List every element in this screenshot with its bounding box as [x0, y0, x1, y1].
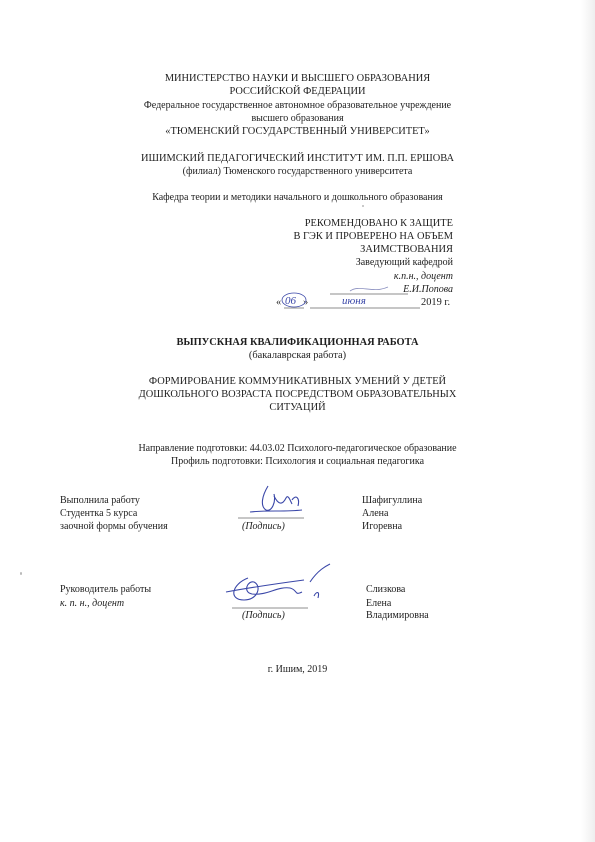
head-of-department-name: Е.И.Попова: [403, 284, 453, 295]
scan-speck: [362, 205, 364, 207]
direction-of-study: Направление подготовки: 44.03.02 Психолого-педагогическое образование: [138, 443, 457, 454]
work-type: ВЫПУСКНАЯ КВАЛИФИКАЦИОННАЯ РАБОТА: [176, 337, 419, 348]
work-title-line-1: ФОРМИРОВАНИЕ КОММУНИКАТИВНЫХ УМЕНИЙ У ДЕТЕЙ: [148, 376, 447, 387]
approval-line-3: ЗАИМСТВОВАНИЯ: [360, 244, 453, 255]
date-close-quote: »: [303, 297, 309, 308]
institution-line-2: высшего образования: [251, 113, 344, 124]
study-profile: Профиль подготовки: Психология и социальная педагогика: [170, 456, 425, 467]
student-patronymic: Игоревна: [362, 521, 403, 532]
head-of-department-title: Заведующий кафедрой: [355, 257, 453, 268]
date-month: июня: [342, 295, 366, 307]
approval-line-2: В ГЭК И ПРОВЕРЕНО НА ОБЪЕМ: [293, 231, 453, 242]
head-of-department-degree: к.п.н., доцент: [393, 271, 453, 282]
student-label-line-1: Выполнила работу: [60, 495, 140, 506]
supervisor-name: Елена: [366, 598, 392, 609]
student-name: Алена: [362, 508, 389, 519]
supervisor-label-line-2: к. п. н., доцент: [60, 598, 125, 609]
supervisor-label-line-1: Руководитель работы: [60, 584, 152, 595]
supervisor-signature-caption: (Подпись): [242, 610, 285, 621]
student-surname: Шафигуллина: [362, 495, 423, 506]
institution-line-1: Федеральное государственное автономное образовательное учреждение: [143, 100, 452, 111]
supervisor-signature: [218, 562, 338, 612]
student-label-line-2: Студентка 5 курса: [60, 508, 138, 519]
ministry-line-1: МИНИСТЕРСТВО НАУКИ И ВЫСШЕГО ОБРАЗОВАНИЯ: [164, 73, 431, 84]
date-day-ink-loop: [282, 293, 309, 308]
date-year: 2019 г.: [421, 297, 451, 308]
work-subtype: (бакалаврская работа): [248, 350, 347, 361]
student-signature: [232, 482, 312, 522]
date-underline: [280, 290, 420, 312]
work-title-line-3: СИТУАЦИЙ: [269, 402, 326, 413]
university-name: «ТЮМЕНСКИЙ ГОСУДАРСТВЕННЫЙ УНИВЕРСИТЕТ»: [165, 126, 430, 137]
department-name: Кафедра теории и методики начального и дошкольного образования: [152, 192, 443, 203]
date-open-quote: «: [276, 297, 282, 308]
supervisor-patronymic: Владимировна: [366, 610, 429, 621]
student-signature-caption: (Подпись): [242, 521, 285, 532]
student-label-line-3: заочной формы обучения: [60, 521, 168, 532]
supervisor-surname: Слизкова: [366, 584, 406, 595]
ministry-line-2: РОССИЙСКОЙ ФЕДЕРАЦИИ: [229, 86, 366, 97]
work-title-line-2: ДОШКОЛЬНОГО ВОЗРАСТА ПОСРЕДСТВОМ ОБРАЗОВАТЕЛЬНЫХ: [138, 389, 457, 400]
date-day: 06: [285, 295, 296, 307]
branch-line-2: (филиал) Тюменского государственного университета: [182, 166, 413, 177]
scan-speck: [20, 572, 22, 575]
branch-line-1: ИШИМСКИЙ ПЕДАГОГИЧЕСКИЙ ИНСТИТУТ ИМ. П.П. ЕРШОВА: [140, 153, 455, 164]
place-and-year: г. Ишим, 2019: [267, 664, 328, 675]
approval-line-1: РЕКОМЕНДОВАНО К ЗАЩИТЕ: [304, 218, 453, 229]
